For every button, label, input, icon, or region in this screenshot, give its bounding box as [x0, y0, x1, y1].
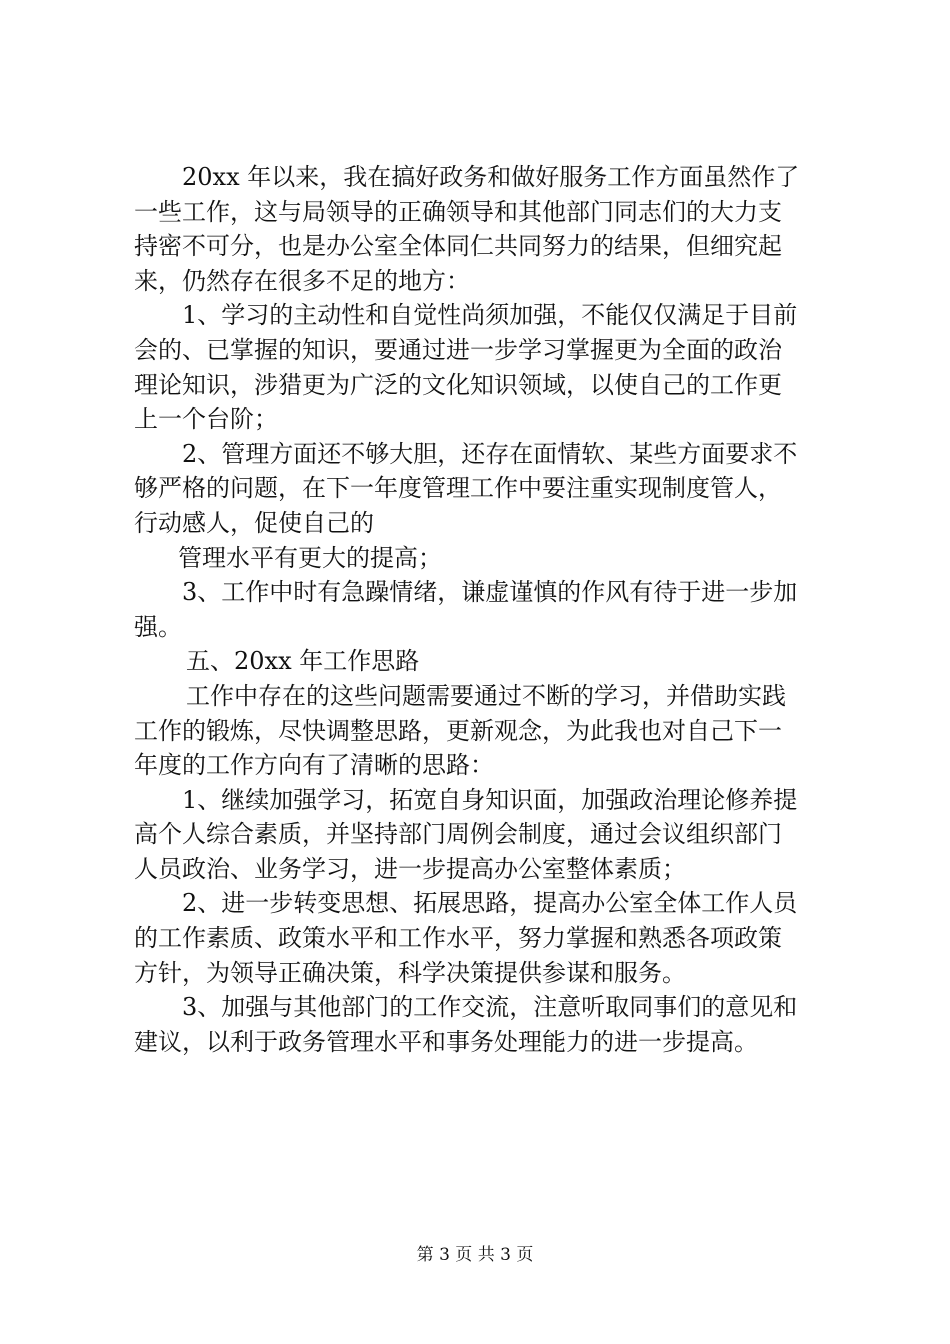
paragraph-line: 2、进一步转变思想、拓展思路，提高办公室全体工作人员 [182, 889, 798, 918]
paragraph-line: 3、加强与其他部门的工作交流，注意听取同事们的意见和 [182, 993, 798, 1022]
paragraph-line: 2、管理方面还不够大胆，还存在面情软、某些方面要求不 [182, 439, 798, 468]
paragraph-line: 持密不可分，也是办公室全体同仁共同努力的结果，但细究起 [134, 232, 782, 261]
paragraph-line: 20xx 年以来，我在搞好政务和做好服务工作方面虽然作了 [182, 163, 800, 191]
paragraph-line: 管理水平有更大的提高； [178, 543, 442, 572]
paragraph-line: 1、学习的主动性和自觉性尚须加强，不能仅仅满足于目前 [182, 301, 798, 330]
paragraph-line: 工作中存在的这些问题需要通过不断的学习，并借助实践 [186, 681, 786, 710]
paragraph-line: 够严格的问题，在下一年度管理工作中要注重实现制度管人， [134, 474, 782, 503]
paragraph-line: 建议，以利于政务管理水平和事务处理能力的进一步提高。 [134, 1027, 758, 1056]
paragraph-line: 的工作素质、政策水平和工作水平，努力掌握和熟悉各项政策 [134, 924, 782, 953]
paragraph-line: 一些工作，这与局领导的正确领导和其他部门同志们的大力支 [134, 197, 782, 226]
paragraph-line: 3、工作中时有急躁情绪，谦虚谨慎的作风有待于进一步加 [182, 578, 798, 607]
paragraph-line: 行动感人，促使自己的 [134, 508, 374, 537]
paragraph-line: 理论知识，涉猎更为广泛的文化知识领域，以使自己的工作更 [134, 370, 782, 399]
paragraph-line: 强。 [134, 612, 182, 641]
paragraph-line: 方针，为领导正确决策，科学决策提供参谋和服务。 [134, 958, 686, 987]
paragraph-line: 上一个台阶； [134, 405, 278, 434]
paragraph-line: 1、继续加强学习，拓宽自身知识面，加强政治理论修养提 [182, 785, 798, 814]
document-body [134, 160, 834, 1059]
section-heading: 五、20xx 年工作思路 [186, 647, 420, 676]
paragraph-line: 工作的锻炼，尽快调整思路，更新观念，为此我也对自己下一 [134, 716, 782, 745]
paragraph-line: 来，仍然存在很多不足的地方： [134, 266, 470, 295]
paragraph-line: 人员政治、业务学习，进一步提高办公室整体素质； [134, 854, 686, 883]
paragraph-line: 高个人综合素质，并坚持部门周例会制度，通过会议组织部门 [134, 820, 782, 849]
paragraph-line: 会的、已掌握的知识，要通过进一步学习掌握更为全面的政治 [134, 335, 782, 364]
paragraph-line: 年度的工作方向有了清晰的思路： [134, 751, 494, 780]
page-footer: 第 3 页 共 3 页 [416, 1245, 534, 1265]
